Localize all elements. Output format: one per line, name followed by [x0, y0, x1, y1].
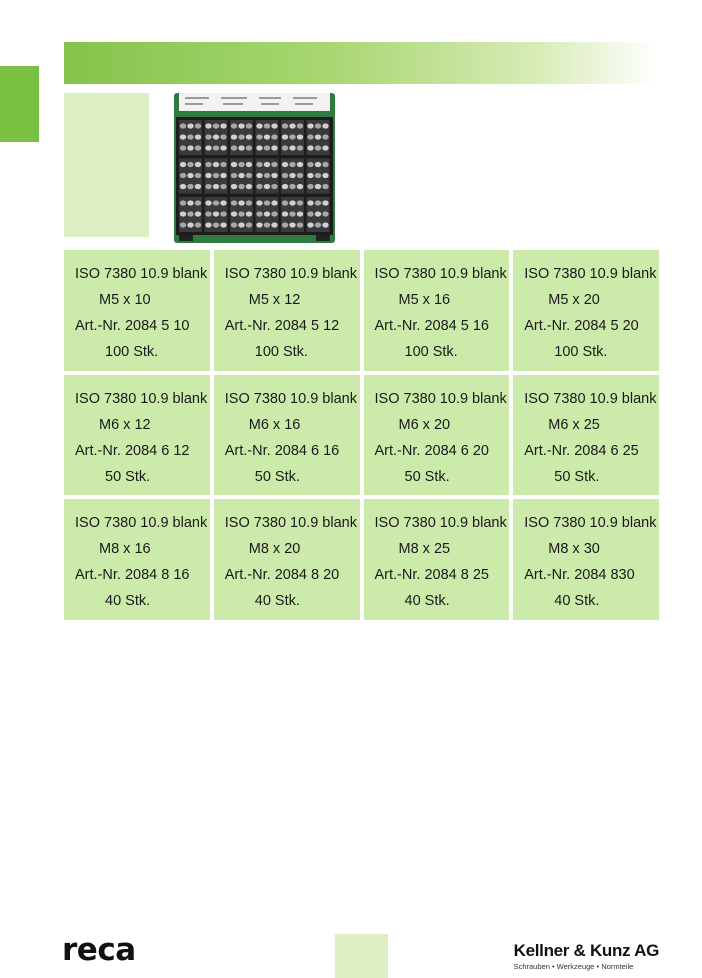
- standard-label: ISO 7380 10.9 blank: [524, 266, 657, 282]
- quantity-label: 40 Stk.: [105, 593, 151, 610]
- size-label: M6 x 12: [99, 416, 151, 433]
- standard-label: ISO 7380 10.9 blank: [374, 266, 507, 282]
- product-cell: [364, 250, 510, 371]
- quantity-label: 50 Stk.: [105, 468, 151, 485]
- product-cell: [214, 250, 360, 371]
- article-number: Art.-Nr. 2084 5 10: [75, 318, 190, 334]
- size-label: M5 x 12: [248, 292, 301, 308]
- standard-label: ISO 7380 10.9 blank: [524, 390, 657, 407]
- quantity-label: 40 Stk.: [404, 593, 450, 610]
- size-label: M6 x 20: [398, 416, 451, 433]
- product-cell: [364, 375, 510, 496]
- quantity-label: 100 Stk.: [254, 344, 308, 360]
- product-cell: [64, 250, 210, 371]
- product-cell: [513, 250, 659, 371]
- standard-label: ISO 7380 10.9 blank: [224, 390, 357, 407]
- size-label: M5 x 20: [548, 292, 600, 308]
- standard-label: ISO 7380 10.9 blank: [224, 266, 357, 282]
- quantity-label: 50 Stk.: [254, 468, 300, 485]
- kellner-kunz-tagline: Schrauben • Werkzeuge • Normteile: [513, 962, 634, 971]
- size-label: M8 x 30: [548, 541, 600, 558]
- product-cell: [64, 375, 210, 496]
- side-tab: [0, 66, 39, 142]
- size-label: M8 x 25: [398, 541, 451, 558]
- standard-label: ISO 7380 10.9 blank: [75, 515, 208, 532]
- product-cell: [364, 499, 510, 620]
- product-cell: [214, 375, 360, 496]
- article-number: Art.-Nr. 2084 5 12: [224, 318, 340, 334]
- quantity-label: 100 Stk.: [105, 344, 159, 360]
- article-number: Art.-Nr. 2084 6 25: [524, 442, 639, 459]
- assortment-box-screws-image: [171, 93, 338, 243]
- article-number: Art.-Nr. 2084 5 16: [374, 318, 489, 334]
- size-label: M8 x 20: [248, 541, 301, 558]
- article-number: Art.-Nr. 2084 6 16: [224, 442, 340, 459]
- product-table: [64, 250, 659, 620]
- quantity-label: 100 Stk.: [554, 344, 608, 360]
- article-number: Art.-Nr. 2084 6 12: [75, 442, 190, 459]
- reca-logo: reca: [62, 932, 136, 968]
- article-number: Art.-Nr. 2084 6 20: [374, 442, 489, 459]
- article-number: Art.-Nr. 2084 8 16: [75, 567, 190, 584]
- product-cell: [214, 499, 360, 620]
- standard-label: ISO 7380 10.9 blank: [75, 266, 208, 282]
- standard-label: ISO 7380 10.9 blank: [374, 390, 507, 407]
- article-number: Art.-Nr. 2084 8 25: [374, 567, 489, 584]
- left-panel: [64, 93, 149, 237]
- article-number: Art.-Nr. 2084 5 20: [524, 318, 639, 334]
- size-label: M6 x 16: [248, 416, 301, 433]
- article-number: Art.-Nr. 2084 8 20: [224, 567, 340, 584]
- size-label: M5 x 16: [398, 292, 451, 308]
- standard-label: ISO 7380 10.9 blank: [524, 515, 657, 532]
- standard-label: ISO 7380 10.9 blank: [374, 515, 507, 532]
- quantity-label: 40 Stk.: [254, 593, 300, 610]
- size-label: M5 x 10: [99, 292, 151, 308]
- quantity-label: 50 Stk.: [554, 468, 600, 485]
- kellner-kunz-name: Kellner & Kunz AG: [513, 941, 659, 960]
- product-cell: [513, 499, 659, 620]
- product-cell: [64, 499, 210, 620]
- article-number: Art.-Nr. 2084 830: [524, 567, 635, 584]
- quantity-label: 100 Stk.: [404, 344, 458, 360]
- product-cell: [513, 375, 659, 496]
- quantity-label: 40 Stk.: [554, 593, 600, 610]
- size-label: M8 x 16: [99, 541, 151, 558]
- size-label: M6 x 25: [548, 416, 600, 433]
- standard-label: ISO 7380 10.9 blank: [224, 515, 357, 532]
- page-number-box: [335, 934, 388, 978]
- quantity-label: 50 Stk.: [404, 468, 450, 485]
- standard-label: ISO 7380 10.9 blank: [75, 390, 208, 407]
- header-bar: [64, 42, 658, 84]
- kellner-kunz-logo: [514, 941, 659, 971]
